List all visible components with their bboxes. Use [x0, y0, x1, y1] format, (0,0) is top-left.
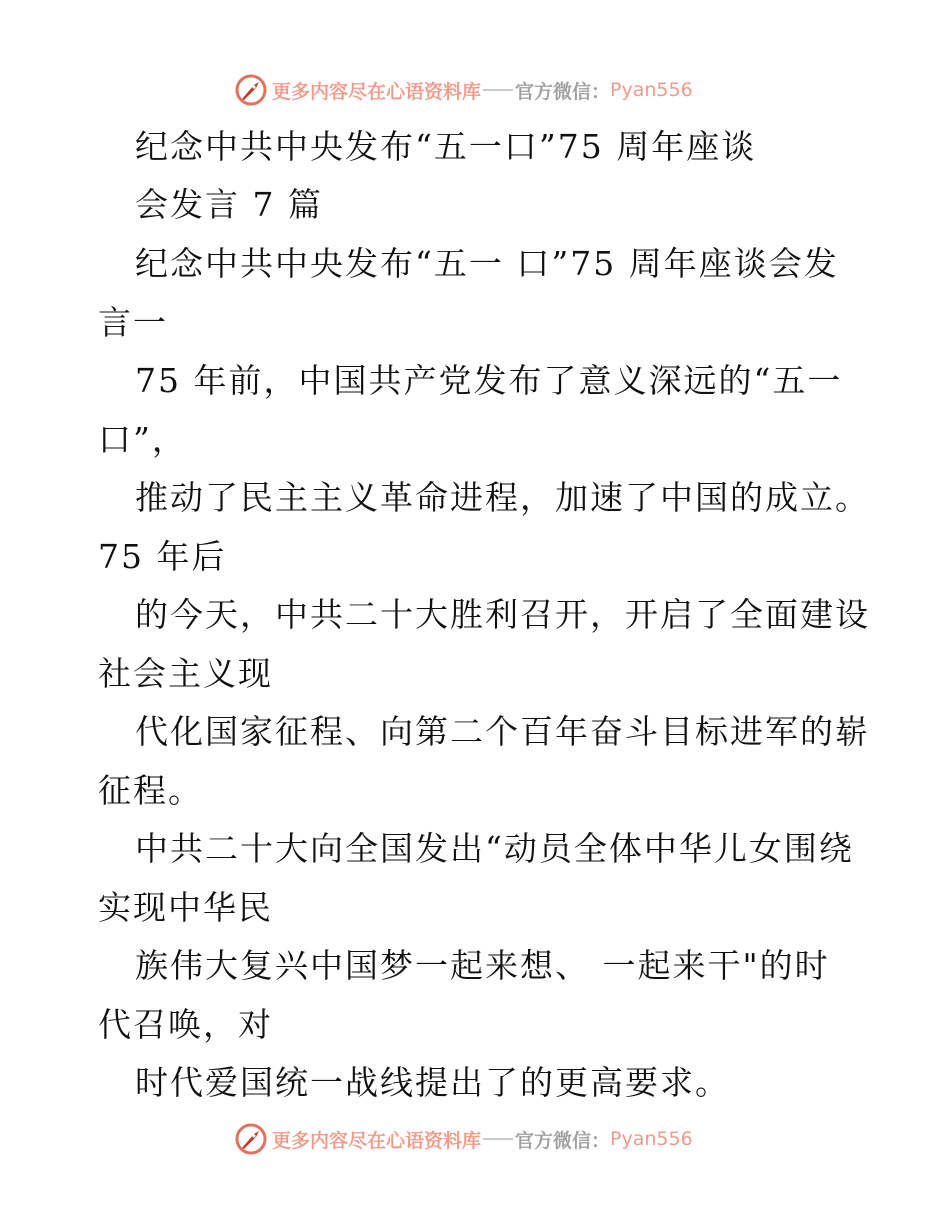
footer-watermark — [234, 1121, 714, 1157]
text-line: 纪念中共中央发布“五一 口”75 周年座谈会发 — [135, 244, 839, 283]
text-line: 族伟大复兴中国梦一起来想、 一起来干"的时 — [135, 946, 830, 985]
text-line: 实现中华民 — [98, 888, 273, 927]
text-line: 中共二十大向全国发出“动员全体中华儿女围绕 — [135, 829, 854, 868]
watermark-dash — [483, 1138, 513, 1140]
text-line: 的今天，中共二十大胜利召开，开启了全面建设 — [135, 595, 870, 634]
text-line: 社会主义现 — [98, 654, 273, 693]
pen-nib-logo-icon — [234, 1122, 268, 1156]
watermark-label: 官方微信： — [515, 80, 611, 103]
text-line: 言一 — [98, 303, 168, 342]
watermark-id: Pyan556 — [610, 1128, 693, 1150]
watermark-label: 官方微信： — [515, 1129, 611, 1152]
text-line: 代化国家征程、向第二个百年奋斗目标进军的崭 — [135, 712, 870, 751]
text-line: 征程。 — [98, 771, 203, 810]
pen-nib-logo-icon — [234, 73, 268, 107]
watermark-id: Pyan556 — [610, 79, 693, 101]
text-line: 75 年后 — [98, 537, 227, 576]
watermark-brand-text: 更多内容尽在心语资料库 — [272, 80, 482, 103]
header-watermark — [234, 72, 714, 108]
text-line: 推动了民主主义革命进程，加速了中国的成立。 — [135, 478, 870, 517]
text-line: 时代爱国统一战线提出了的更高要求。 — [135, 1063, 730, 1102]
title-line-1: 纪念中共中央发布“五一口”75 周年座谈 — [135, 127, 757, 166]
text-line: 75 年前，中国共产党发布了意义深远的“五一 — [135, 361, 843, 400]
text-line: 代召唤，对 — [98, 1005, 273, 1044]
watermark-brand-text: 更多内容尽在心语资料库 — [272, 1129, 482, 1152]
watermark-dash — [483, 89, 513, 91]
title-line-2: 会发言 7 篇 — [135, 185, 323, 224]
text-line: 口”， — [98, 420, 187, 459]
